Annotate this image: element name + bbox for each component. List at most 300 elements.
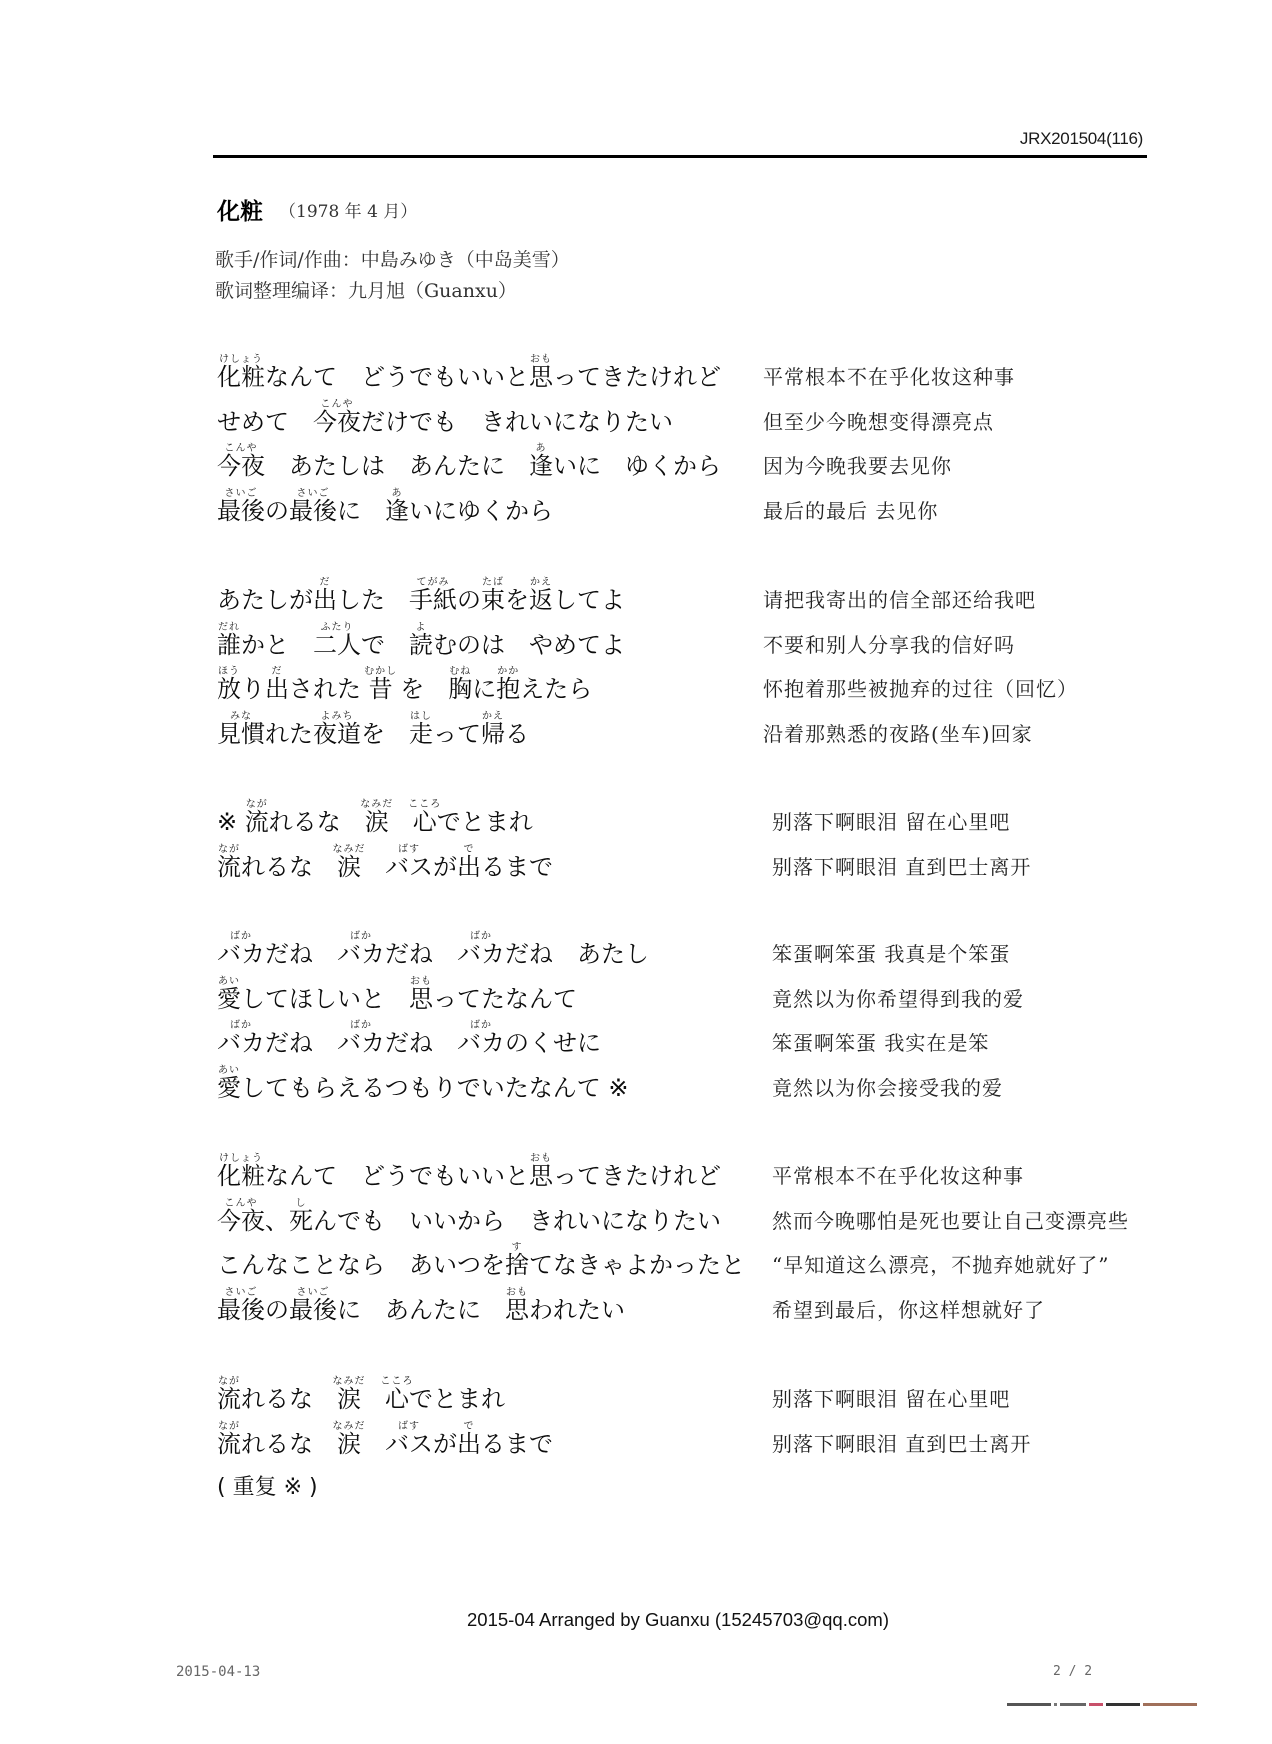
kanji-text: 出 bbox=[457, 852, 481, 881]
chinese-translation: “早知道这么漂亮，不抛弃她就好了” bbox=[772, 1253, 1110, 1277]
furigana: よみち bbox=[320, 710, 354, 722]
ruby-word bbox=[505, 1242, 529, 1279]
lyric-text: こんなことなら あいつを bbox=[217, 1251, 505, 1279]
watermark-mark bbox=[1054, 1703, 1057, 1706]
watermark-mark bbox=[1106, 1703, 1140, 1706]
chinese-translation: 别落下啊眼泪 留在心里吧 bbox=[772, 1387, 1011, 1411]
lyric-line bbox=[0, 667, 1272, 712]
furigana: こんや bbox=[224, 1197, 258, 1209]
ruby-word bbox=[217, 487, 265, 525]
furigana: なが bbox=[218, 843, 240, 855]
japanese-lyric bbox=[217, 489, 553, 534]
japanese-lyric bbox=[217, 1288, 625, 1333]
lyric-text: が bbox=[433, 852, 457, 881]
kanji-text: 流 bbox=[217, 1385, 241, 1413]
lyric-text: してほしいと bbox=[241, 984, 409, 1013]
furigana: ばか bbox=[230, 1020, 252, 1031]
furigana: おも bbox=[530, 354, 552, 365]
chinese-translation: 平常根本不在乎化妆这种事 bbox=[763, 365, 1015, 389]
furigana: ばす bbox=[398, 1420, 420, 1432]
japanese-lyric bbox=[217, 977, 577, 1022]
lyric-line bbox=[0, 1422, 1272, 1467]
kanji-text: 愛 bbox=[217, 984, 241, 1013]
lyric-text: でとまれ bbox=[436, 808, 533, 836]
ruby-word bbox=[217, 354, 265, 391]
chinese-translation: 然而今晚哪怕是死也要让自己变漂亮些 bbox=[772, 1208, 1129, 1233]
lyric-text: われたい bbox=[529, 1295, 625, 1324]
ruby-word bbox=[217, 1197, 265, 1235]
chinese-translation: 最后的最后 去见你 bbox=[763, 498, 939, 523]
lyric-line bbox=[0, 1243, 1272, 1288]
ruby-word bbox=[217, 1064, 241, 1102]
ruby-word bbox=[289, 1286, 337, 1324]
lyric-line bbox=[0, 1154, 1272, 1199]
lyric-text: された bbox=[289, 675, 369, 703]
furigana: ばか bbox=[350, 931, 372, 942]
kanji-text: 出 bbox=[457, 1429, 481, 1458]
translator-credit: 歌词整理编译：九月旭（Guanxu） bbox=[215, 280, 517, 302]
lyric-text: えたら bbox=[520, 675, 593, 703]
furigana: ばか bbox=[470, 931, 492, 942]
furigana: で bbox=[463, 843, 475, 855]
kanji-text: 束 bbox=[481, 586, 505, 614]
lyric-text: せめて bbox=[217, 407, 313, 436]
lyric-text: した bbox=[337, 586, 409, 614]
lyric-line bbox=[0, 400, 1272, 445]
lyric-text: を bbox=[392, 675, 449, 703]
chinese-translation: 笨蛋啊笨蛋 我真是个笨蛋 bbox=[772, 942, 1011, 966]
lyric-stanza bbox=[0, 355, 1272, 533]
furigana: かえ bbox=[530, 577, 552, 588]
lyric-text: って bbox=[433, 719, 481, 748]
japanese-lyric bbox=[217, 355, 721, 400]
ruby-word bbox=[332, 1420, 366, 1458]
kanji-text: 思 bbox=[529, 363, 553, 391]
lyric-text: してもらえるつもりでいたなんて ※ bbox=[241, 1073, 629, 1102]
ruby-word bbox=[244, 799, 269, 836]
furigana: けしょう bbox=[219, 1153, 263, 1164]
print-date: 2015-04-13 bbox=[176, 1664, 261, 1680]
lyric-text bbox=[361, 1430, 385, 1458]
ruby-word bbox=[457, 1020, 505, 1057]
kanji-text: 涙 bbox=[364, 808, 389, 836]
kanji-text: 抱 bbox=[496, 675, 521, 703]
japanese-lyric bbox=[217, 1243, 745, 1288]
kanji-text: バカ bbox=[217, 1029, 265, 1057]
arranger-footer: 2015-04 Arranged by Guanxu (15245703@qq.com) bbox=[467, 1609, 889, 1630]
furigana: かえ bbox=[482, 710, 504, 722]
lyric-text: だね bbox=[385, 940, 457, 968]
ruby-word bbox=[409, 577, 457, 614]
furigana: よ bbox=[415, 621, 427, 633]
ruby-word bbox=[529, 1153, 553, 1190]
lyric-text: れるな bbox=[241, 1385, 337, 1413]
japanese-lyric bbox=[217, 845, 553, 890]
lyric-text: を bbox=[505, 586, 529, 614]
furigana: はし bbox=[410, 710, 432, 722]
furigana: さいご bbox=[224, 1286, 258, 1298]
ruby-word bbox=[529, 577, 553, 614]
ruby-word bbox=[337, 1020, 385, 1057]
kanji-text: バカ bbox=[457, 940, 505, 968]
lyric-line bbox=[0, 489, 1272, 534]
kanji-text: バス bbox=[385, 1429, 433, 1458]
ruby-word bbox=[448, 666, 473, 703]
site-watermark bbox=[1007, 1702, 1219, 1707]
chinese-translation: 但至少今晚想变得漂亮点 bbox=[763, 409, 994, 434]
ruby-word bbox=[217, 1286, 265, 1324]
japanese-lyric bbox=[217, 1377, 505, 1422]
kanji-text: 心 bbox=[385, 1385, 409, 1413]
ruby-word bbox=[505, 1286, 529, 1324]
furigana: てがみ bbox=[416, 577, 450, 588]
kanji-text: 二人 bbox=[313, 630, 361, 659]
kanji-text: 今夜 bbox=[217, 1206, 265, 1235]
kanji-text: 化粧 bbox=[217, 363, 265, 391]
lyric-line bbox=[0, 800, 1272, 845]
ruby-word bbox=[380, 1376, 414, 1413]
lyric-line bbox=[0, 578, 1272, 623]
song-title-row bbox=[217, 199, 417, 225]
lyric-stanza bbox=[0, 932, 1272, 1110]
japanese-lyric bbox=[217, 1199, 721, 1244]
kanji-text: 胸 bbox=[448, 675, 473, 703]
kanji-text: 思 bbox=[409, 984, 433, 1013]
lyric-text: てなきゃよかったと bbox=[529, 1251, 745, 1279]
kanji-text: 返 bbox=[529, 586, 553, 614]
furigana: かか bbox=[497, 666, 520, 677]
furigana: ばす bbox=[398, 843, 420, 855]
ruby-word bbox=[265, 666, 289, 703]
chinese-translation: 因为今晚我要去见你 bbox=[763, 454, 952, 478]
lyric-line bbox=[0, 845, 1272, 890]
lyric-line bbox=[0, 712, 1272, 757]
song-title: 化粧 bbox=[217, 199, 263, 225]
lyric-text: れるな bbox=[241, 1429, 337, 1458]
kanji-text: バカ bbox=[337, 940, 385, 968]
kanji-text: 捨 bbox=[505, 1251, 529, 1279]
ruby-word bbox=[409, 621, 433, 659]
ruby-word bbox=[481, 577, 505, 614]
lyric-line bbox=[0, 1377, 1272, 1422]
lyric-text: の bbox=[265, 496, 289, 525]
furigana: だ bbox=[271, 666, 283, 677]
japanese-lyric bbox=[217, 800, 533, 845]
lyric-text: してよ bbox=[553, 586, 625, 614]
furigana: なみだ bbox=[332, 1420, 366, 1432]
lyric-text: を bbox=[361, 719, 409, 748]
watermark-mark bbox=[1007, 1703, 1051, 1706]
lyric-line bbox=[0, 977, 1272, 1022]
ruby-word bbox=[409, 710, 433, 748]
chinese-translation: 竟然以为你会接受我的爱 bbox=[772, 1075, 1003, 1100]
ruby-word bbox=[289, 487, 337, 525]
ruby-word bbox=[217, 843, 241, 881]
chinese-translation: 别落下啊眼泪 直到巴士离开 bbox=[772, 854, 1032, 879]
japanese-lyric bbox=[217, 1066, 629, 1111]
lyric-text: る bbox=[505, 719, 529, 748]
furigana: あい bbox=[218, 975, 240, 987]
kanji-text: 読 bbox=[409, 630, 433, 659]
chinese-translation: 不要和别人分享我的信好吗 bbox=[763, 632, 1015, 657]
japanese-lyric bbox=[217, 578, 625, 623]
lyric-text: の bbox=[457, 586, 481, 614]
kanji-text: 最後 bbox=[217, 496, 265, 525]
kanji-text: 逢 bbox=[529, 452, 553, 480]
japanese-lyric bbox=[217, 1422, 553, 1467]
kanji-text: 最後 bbox=[289, 496, 337, 525]
furigana: おも bbox=[506, 1286, 528, 1298]
chinese-translation: 怀抱着那些被抛弃的过往（回忆） bbox=[763, 677, 1078, 701]
ruby-word bbox=[457, 843, 481, 881]
ruby-word bbox=[313, 621, 361, 659]
kanji-text: 出 bbox=[313, 586, 337, 614]
lyric-text: だけでも きれいになりたい bbox=[361, 407, 673, 436]
kanji-text: 思 bbox=[505, 1295, 529, 1324]
kanji-text: 流 bbox=[217, 1429, 241, 1458]
kanji-text: バス bbox=[385, 852, 433, 881]
kanji-text: 流 bbox=[244, 808, 269, 836]
lyric-text: いに ゆくから bbox=[553, 452, 721, 480]
chinese-translation: 希望到最后，你这样想就好了 bbox=[772, 1297, 1045, 1322]
ruby-word bbox=[496, 666, 521, 703]
kanji-text: 流 bbox=[217, 852, 241, 881]
furigana: なが bbox=[218, 1376, 240, 1387]
furigana: だ bbox=[319, 577, 331, 588]
lyric-text: なんて どうでもいいと bbox=[265, 1162, 529, 1190]
kanji-text: 愛 bbox=[217, 1073, 241, 1102]
furigana: むね bbox=[449, 666, 472, 677]
furigana: ばか bbox=[230, 931, 252, 942]
lyric-text: の bbox=[265, 1295, 289, 1324]
lyric-text: ※ bbox=[217, 808, 245, 836]
lyric-line bbox=[0, 1066, 1272, 1111]
kanji-text: バカ bbox=[457, 1029, 505, 1057]
chinese-translation: 请把我寄出的信全部还给我吧 bbox=[763, 588, 1036, 612]
chinese-translation: 沿着那熟悉的夜路(坐车)回家 bbox=[763, 721, 1033, 746]
furigana: す bbox=[511, 1242, 523, 1253]
lyric-text: むのは やめてよ bbox=[433, 630, 625, 659]
kanji-text: 放 bbox=[217, 675, 241, 703]
lyric-text: に あんたに bbox=[337, 1295, 505, 1324]
lyric-text: で bbox=[361, 630, 409, 659]
furigana: なみだ bbox=[332, 1376, 366, 1387]
lyric-line bbox=[0, 1199, 1272, 1244]
furigana: けしょう bbox=[219, 354, 263, 365]
lyric-text: ってたなんて bbox=[433, 984, 577, 1013]
lyric-text: るまで bbox=[481, 1429, 553, 1458]
lyric-line bbox=[0, 932, 1272, 977]
ruby-word bbox=[529, 443, 553, 480]
ruby-word bbox=[385, 1420, 433, 1458]
lyric-text: が bbox=[433, 1429, 457, 1458]
lyric-text: のくせに bbox=[505, 1029, 601, 1057]
furigana: ばか bbox=[350, 1020, 372, 1031]
ruby-word bbox=[457, 1420, 481, 1458]
japanese-lyric bbox=[217, 667, 592, 712]
ruby-word bbox=[289, 1197, 313, 1235]
kanji-text: 見慣 bbox=[217, 719, 265, 748]
ruby-word bbox=[217, 1153, 265, 1190]
ruby-word bbox=[313, 398, 361, 436]
lyric-line bbox=[0, 1021, 1272, 1066]
chinese-translation: 别落下啊眼泪 直到巴士离开 bbox=[772, 1431, 1032, 1456]
kanji-text: 思 bbox=[529, 1162, 553, 1190]
kanji-text: 今夜 bbox=[313, 407, 361, 436]
furigana: たば bbox=[482, 577, 504, 588]
kanji-text: 涙 bbox=[337, 852, 361, 881]
furigana: なが bbox=[218, 1420, 240, 1432]
furigana: みな bbox=[230, 710, 252, 722]
lyric-text: いにゆくから bbox=[409, 496, 553, 525]
lyric-text: んでも いいから きれいになりたい bbox=[313, 1206, 721, 1235]
furigana: あ bbox=[391, 487, 403, 499]
ruby-word bbox=[332, 843, 366, 881]
ruby-word bbox=[481, 710, 505, 748]
furigana: ほう bbox=[218, 666, 240, 677]
ruby-word bbox=[217, 666, 241, 703]
lyric-text: かと bbox=[241, 630, 313, 659]
kanji-text: 走 bbox=[409, 719, 433, 748]
lyric-line bbox=[0, 623, 1272, 668]
japanese-lyric bbox=[217, 1021, 601, 1066]
lyric-text: でとまれ bbox=[409, 1385, 505, 1413]
lyric-line bbox=[0, 355, 1272, 400]
kanji-text: 涙 bbox=[337, 1429, 361, 1458]
furigana: で bbox=[463, 1420, 475, 1432]
lyric-text: なんて どうでもいいと bbox=[265, 363, 529, 391]
furigana: ばか bbox=[470, 1020, 492, 1031]
ruby-word bbox=[217, 621, 241, 659]
furigana: あ bbox=[535, 443, 547, 454]
kanji-text: 化粧 bbox=[217, 1162, 265, 1190]
kanji-text: 逢 bbox=[385, 496, 409, 525]
ruby-word bbox=[385, 843, 433, 881]
lyric-text: ってきたけれど bbox=[553, 363, 721, 391]
lyric-text: あたしが bbox=[217, 586, 313, 614]
kanji-text: 今夜 bbox=[217, 452, 265, 480]
artist-credit: 歌手/作词/作曲：中島みゆき（中岛美雪） bbox=[215, 249, 570, 271]
furigana: さいご bbox=[224, 487, 258, 499]
japanese-lyric bbox=[217, 932, 649, 977]
ruby-word bbox=[313, 710, 361, 748]
ruby-word bbox=[385, 487, 409, 525]
furigana: し bbox=[295, 1197, 307, 1209]
ruby-word bbox=[217, 975, 241, 1013]
lyric-text: に bbox=[472, 675, 497, 703]
lyric-line bbox=[0, 1288, 1272, 1333]
kanji-text: バカ bbox=[217, 940, 265, 968]
ruby-word bbox=[337, 931, 385, 968]
lyric-text: だね bbox=[265, 1029, 337, 1057]
watermark-mark bbox=[1060, 1703, 1086, 1706]
lyric-line bbox=[0, 444, 1272, 489]
furigana: だれ bbox=[218, 621, 240, 633]
ruby-word bbox=[217, 710, 265, 748]
lyric-text: れた bbox=[265, 719, 313, 748]
header-rule bbox=[213, 155, 1147, 158]
chinese-translation: 平常根本不在乎化妆这种事 bbox=[772, 1164, 1024, 1188]
ruby-word bbox=[217, 1020, 265, 1057]
ruby-word bbox=[217, 1420, 241, 1458]
furigana: さいご bbox=[296, 487, 330, 499]
chinese-translation: 笨蛋啊笨蛋 我实在是笨 bbox=[772, 1031, 990, 1055]
watermark-mark bbox=[1143, 1703, 1197, 1706]
lyric-text: るまで bbox=[481, 852, 553, 881]
kanji-text: 最後 bbox=[217, 1295, 265, 1324]
japanese-lyric bbox=[217, 1154, 721, 1199]
lyric-text: 、 bbox=[265, 1206, 289, 1235]
kanji-text: 心 bbox=[412, 808, 437, 836]
lyric-text bbox=[361, 1385, 385, 1413]
ruby-word bbox=[313, 577, 337, 614]
japanese-lyric bbox=[217, 623, 625, 668]
furigana: おも bbox=[410, 975, 432, 987]
lyric-text: だね あたし bbox=[505, 940, 649, 968]
ruby-word bbox=[457, 931, 505, 968]
furigana: なみだ bbox=[332, 843, 366, 855]
lyric-text: れるな bbox=[268, 808, 365, 836]
lyric-text: ってきたけれど bbox=[553, 1162, 721, 1190]
furigana: おも bbox=[530, 1153, 552, 1164]
japanese-lyric bbox=[217, 712, 529, 757]
lyric-text: だね bbox=[265, 940, 337, 968]
lyric-text: れるな bbox=[241, 852, 337, 881]
furigana: むかし bbox=[364, 666, 398, 677]
kanji-text: 涙 bbox=[337, 1385, 361, 1413]
repeat-chorus-note: ( 重复 ※ ) bbox=[217, 1475, 318, 1500]
page-number: 2 / 2 bbox=[1053, 1664, 1093, 1679]
lyric-text: り bbox=[241, 675, 265, 703]
lyric-text: に bbox=[337, 496, 385, 525]
document-code: JRX201504(116) bbox=[1019, 129, 1143, 148]
lyric-stanza bbox=[0, 1377, 1272, 1466]
furigana: ふたり bbox=[320, 621, 354, 633]
ruby-word bbox=[217, 443, 265, 480]
watermark-mark bbox=[1089, 1703, 1103, 1706]
release-date: （1978 年 4 月） bbox=[279, 202, 418, 222]
lyric-text: だね bbox=[385, 1029, 457, 1057]
furigana: こころ bbox=[380, 1376, 414, 1387]
ruby-word bbox=[217, 931, 265, 968]
ruby-word bbox=[360, 799, 394, 836]
furigana: こんや bbox=[320, 398, 354, 410]
lyric-stanza bbox=[0, 578, 1272, 756]
furigana: なが bbox=[245, 799, 268, 810]
chinese-translation: 竟然以为你希望得到我的爱 bbox=[772, 986, 1024, 1011]
furigana: さいご bbox=[296, 1286, 330, 1298]
ruby-word bbox=[409, 975, 433, 1013]
ruby-word bbox=[529, 354, 553, 391]
furigana: なみだ bbox=[360, 799, 394, 810]
kanji-text: 帰 bbox=[481, 719, 505, 748]
lyric-stanza bbox=[0, 800, 1272, 889]
furigana: あい bbox=[218, 1064, 240, 1076]
japanese-lyric bbox=[217, 444, 721, 489]
chinese-translation: 别落下啊眼泪 留在心里吧 bbox=[772, 810, 1011, 834]
kanji-text: 誰 bbox=[217, 630, 241, 659]
kanji-text: バカ bbox=[337, 1029, 385, 1057]
kanji-text: 昔 bbox=[368, 675, 393, 703]
kanji-text: 手紙 bbox=[409, 586, 457, 614]
kanji-text: 死 bbox=[289, 1206, 313, 1235]
ruby-word bbox=[217, 1376, 241, 1413]
lyric-stanza bbox=[0, 1154, 1272, 1332]
kanji-text: 出 bbox=[265, 675, 289, 703]
ruby-word bbox=[332, 1376, 366, 1413]
lyric-text bbox=[361, 853, 385, 881]
furigana: こんや bbox=[224, 443, 258, 454]
